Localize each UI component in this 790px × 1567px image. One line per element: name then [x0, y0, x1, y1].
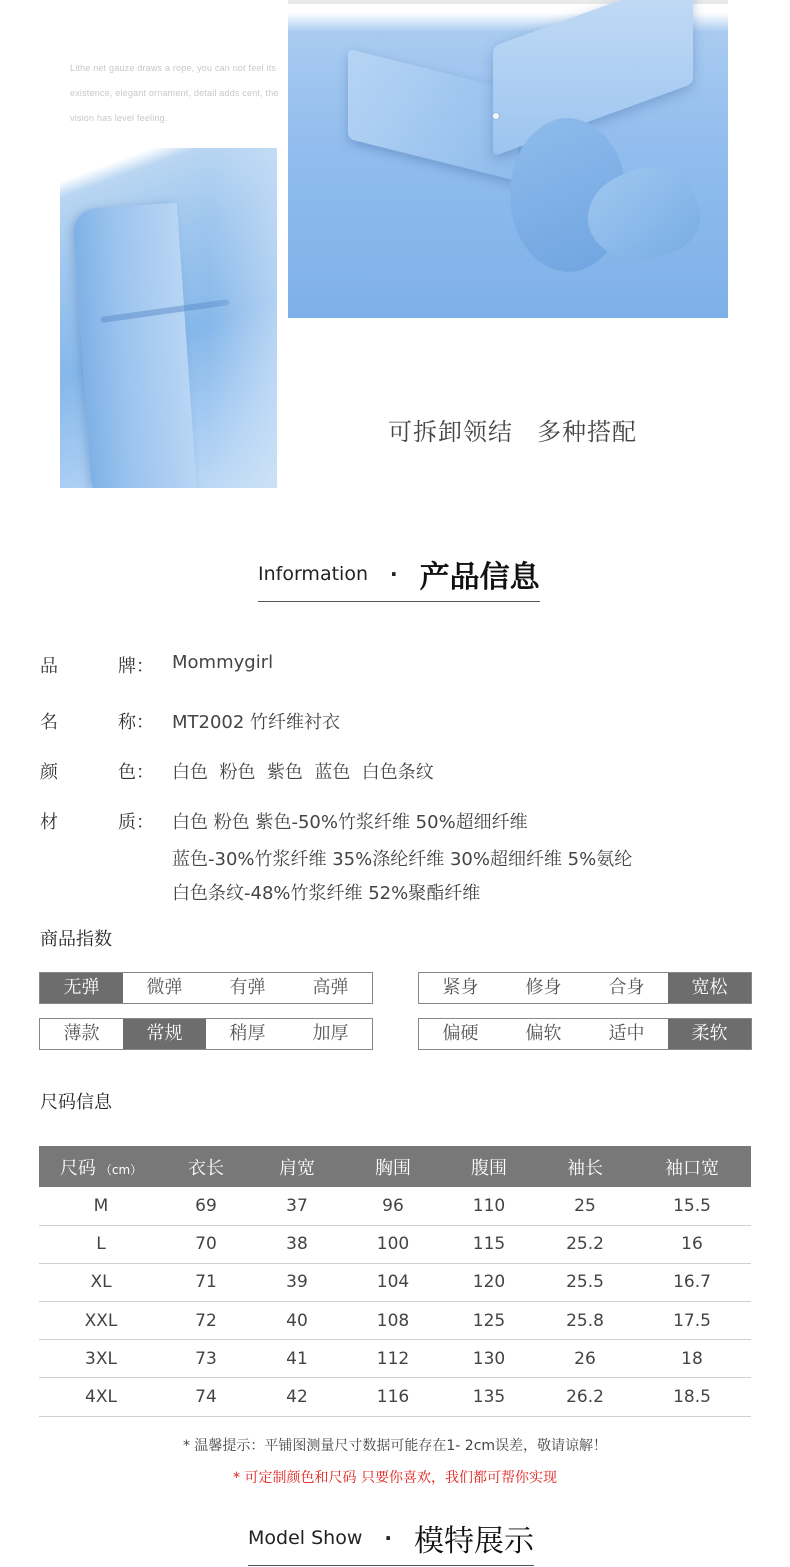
index-title: 商品指数	[40, 929, 112, 950]
table-cell: 39	[249, 1263, 345, 1301]
table-cell: XL	[39, 1263, 163, 1301]
table-cell: 120	[441, 1263, 537, 1301]
size-table	[39, 1146, 751, 1417]
table-row	[39, 1263, 751, 1301]
measurement-tip: * 温馨提示：平铺图测量尺寸数据可能存在1- 2cm误差，敬请谅解！	[182, 1438, 608, 1454]
table-cell: 15.5	[633, 1187, 751, 1225]
col-header: 衣长	[163, 1146, 249, 1187]
table-cell: 18	[633, 1340, 751, 1378]
tagline: Lithe net gauze draws a rope, you can not feel its existence, elegant ornament, detail adds cent, the vision has level feeling.	[70, 63, 279, 123]
info-key-2: 色：	[118, 762, 154, 783]
collar-bow-photo	[288, 0, 728, 318]
sleeve-cuff-shape	[72, 203, 197, 488]
table-cell: 25	[537, 1187, 633, 1225]
info-value-line-3: 白色条纹-48%竹浆纤维 52%聚酯纤维	[172, 883, 481, 904]
col-header: 袖长	[537, 1146, 633, 1187]
col-header-size	[39, 1146, 163, 1187]
table-cell: 25.2	[537, 1225, 633, 1263]
model-section-header	[248, 1516, 534, 1560]
table-cell: 108	[345, 1302, 441, 1340]
index-cell: 偏软	[525, 1023, 562, 1044]
sleeve-detail-photo	[60, 148, 277, 488]
table-cell: 25.5	[537, 1263, 633, 1301]
table-cell: L	[39, 1225, 163, 1263]
index-cell: 有弹	[229, 977, 266, 998]
info-key-2: 牌：	[118, 656, 154, 677]
table-cell: 116	[345, 1378, 441, 1416]
table-cell: 135	[441, 1378, 537, 1416]
table-cell: 96	[345, 1187, 441, 1225]
table-cell: 112	[345, 1340, 441, 1378]
info-value: 白色 粉色 紫色-50%竹浆纤维 50%超细纤维	[172, 812, 528, 833]
table-cell: 42	[249, 1378, 345, 1416]
index-cell: 加厚	[312, 1023, 349, 1044]
info-section-header	[258, 552, 540, 596]
table-cell: 115	[441, 1225, 537, 1263]
info-key-1: 品	[40, 656, 58, 677]
info-header-dot: ·	[389, 562, 398, 586]
info-key-1: 名	[40, 712, 58, 733]
table-row	[39, 1302, 751, 1340]
table-cell: 69	[163, 1187, 249, 1225]
index-group-thickness	[39, 1018, 373, 1050]
col-header: 肩宽	[249, 1146, 345, 1187]
table-cell: 100	[345, 1225, 441, 1263]
table-cell: M	[39, 1187, 163, 1225]
info-header-cn: 产品信息	[419, 560, 540, 595]
index-cell: 适中	[608, 1023, 645, 1044]
slogan-detachable-bow: 可拆卸领结	[388, 418, 513, 446]
index-cell: 微弹	[146, 977, 183, 998]
table-cell: 70	[163, 1225, 249, 1263]
index-cell-selected: 常规	[123, 1019, 206, 1049]
feature-slogan	[388, 412, 637, 447]
index-cell: 稍厚	[229, 1023, 266, 1044]
info-key-2: 质：	[118, 812, 154, 833]
index-cell: 合身	[608, 977, 645, 998]
col-header: 袖口宽	[633, 1146, 751, 1187]
table-cell: 40	[249, 1302, 345, 1340]
table-cell: 37	[249, 1187, 345, 1225]
table-cell: 110	[441, 1187, 537, 1225]
info-value: 白色 粉色 紫色 蓝色 白色条纹	[172, 762, 434, 783]
size-title: 尺码信息	[40, 1092, 112, 1113]
table-cell: 16.7	[633, 1263, 751, 1301]
model-header-cn: 模特展示	[413, 1524, 534, 1559]
table-cell: 18.5	[633, 1378, 751, 1416]
info-value-line-2: 蓝色-30%竹浆纤维 35%涤纶纤维 30%超细纤维 5%氨纶	[172, 849, 633, 870]
index-group-elasticity	[39, 972, 373, 1004]
hero-section	[0, 0, 790, 500]
index-group-softness	[418, 1018, 752, 1050]
header-underline	[248, 1565, 534, 1566]
slogan-multi-match: 多种搭配	[537, 418, 637, 446]
index-cell: 偏硬	[442, 1023, 479, 1044]
table-cell: 130	[441, 1340, 537, 1378]
table-cell: 17.5	[633, 1302, 751, 1340]
index-cell-selected: 宽松	[668, 973, 751, 1003]
table-row	[39, 1378, 751, 1416]
info-key-2: 称：	[118, 712, 154, 733]
customize-note: * 可定制颜色和尺码 只要你喜欢，我们都可帮你实现	[233, 1470, 557, 1486]
table-row	[39, 1187, 751, 1225]
sleeve-shade	[210, 148, 277, 488]
table-cell: 38	[249, 1225, 345, 1263]
table-row	[39, 1225, 751, 1263]
header-underline	[258, 601, 540, 602]
info-key-1: 颜	[40, 762, 58, 783]
col-header: 胸围	[345, 1146, 441, 1187]
table-cell: XXL	[39, 1302, 163, 1340]
info-value: Mommygirl	[172, 652, 274, 673]
table-cell: 104	[345, 1263, 441, 1301]
info-key-1: 材	[40, 812, 58, 833]
size-table-header	[39, 1146, 751, 1187]
col-header: 腹围	[441, 1146, 537, 1187]
index-cell: 高弹	[312, 977, 349, 998]
table-cell: 16	[633, 1225, 751, 1263]
index-group-fit	[418, 972, 752, 1004]
table-row	[39, 1340, 751, 1378]
collar-button	[492, 112, 500, 120]
table-cell: 71	[163, 1263, 249, 1301]
index-cell: 薄款	[63, 1023, 100, 1044]
table-cell: 74	[163, 1378, 249, 1416]
model-header-dot: ·	[384, 1526, 392, 1550]
table-cell: 41	[249, 1340, 345, 1378]
info-header-en: Information	[258, 563, 368, 585]
index-cell-selected: 无弹	[40, 973, 123, 1003]
unit-label: （cm）	[99, 1162, 143, 1177]
table-cell: 72	[163, 1302, 249, 1340]
table-cell: 3XL	[39, 1340, 163, 1378]
index-cell: 紧身	[442, 977, 479, 998]
table-cell: 125	[441, 1302, 537, 1340]
table-cell: 73	[163, 1340, 249, 1378]
index-cell: 修身	[525, 977, 562, 998]
info-value: MT2002 竹纤维衬衣	[172, 712, 341, 733]
model-header-en: Model Show	[248, 1527, 363, 1549]
table-cell: 25.8	[537, 1302, 633, 1340]
table-cell: 26.2	[537, 1378, 633, 1416]
table-cell: 4XL	[39, 1378, 163, 1416]
col-header-size-label: 尺码	[59, 1157, 96, 1179]
table-cell: 26	[537, 1340, 633, 1378]
index-cell-selected: 柔软	[668, 1019, 751, 1049]
